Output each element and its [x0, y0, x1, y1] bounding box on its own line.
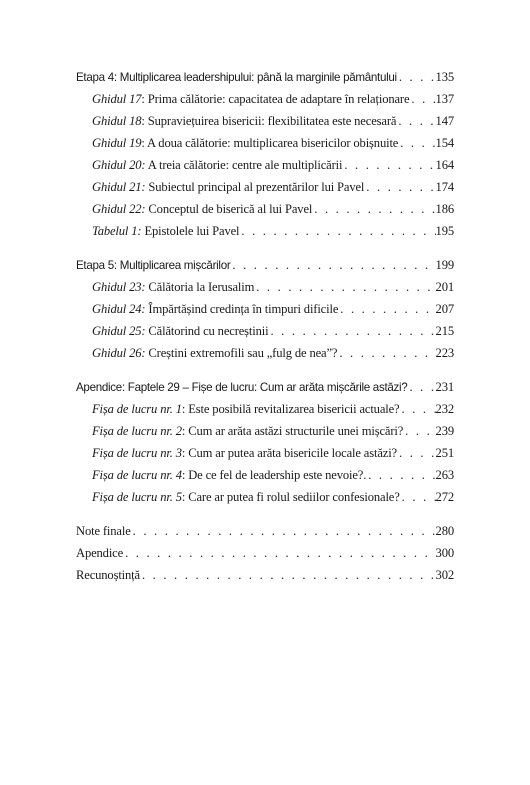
- page-number: 280: [435, 524, 454, 538]
- dot-leader: [312, 198, 435, 220]
- dot-leader: [268, 320, 435, 342]
- entry-separator: :: [141, 136, 148, 150]
- entry-title: De ce fel de leadership este nevoie?.: [188, 468, 367, 482]
- toc-entry: [76, 176, 454, 198]
- entry-separator: :: [181, 402, 189, 416]
- toc-entry: [76, 298, 454, 320]
- page-number: 135: [435, 70, 454, 84]
- toc-section-etapa-4: [76, 66, 454, 242]
- entry-title: Cum ar putea arăta bisericile locale astăzi?: [188, 446, 397, 460]
- toc-entry: [76, 276, 454, 298]
- entry-title: Împărtășind credința în timpuri dificile: [148, 302, 339, 316]
- entry-separator: :: [181, 468, 189, 482]
- entry-title: Note finale: [76, 524, 131, 538]
- section-heading-title: Apendice: Faptele 29 – Fișe de lucru: Cum ar arăta mișcările astăzi?: [76, 381, 408, 394]
- page-number: 201: [435, 280, 454, 294]
- toc-entry: [76, 464, 454, 486]
- dot-leader: [403, 420, 435, 442]
- dot-leader: [140, 564, 436, 586]
- entry-title: Supraviețuirea bisericii: flexibilitatea este necesară: [147, 114, 397, 128]
- page-number: 251: [435, 446, 454, 460]
- dot-leader: [239, 220, 435, 242]
- entry-separator: :: [141, 114, 148, 128]
- page-number: 231: [435, 380, 454, 394]
- dot-leader: [131, 520, 436, 542]
- entry-title: Recunoștință: [76, 568, 140, 582]
- toc-entry: [76, 88, 454, 110]
- entry-title: Subiectul principal al prezentărilor lui Pavel: [148, 180, 365, 194]
- toc-section-apendice: [76, 376, 454, 508]
- dot-leader: [407, 376, 435, 398]
- page-number: 207: [435, 302, 454, 316]
- dot-leader: [400, 486, 436, 508]
- dot-leader: [364, 176, 435, 198]
- dot-leader: [342, 154, 435, 176]
- toc-entry: [76, 564, 454, 586]
- dot-leader: [396, 110, 435, 132]
- toc-section-etapa-5: [76, 254, 454, 364]
- entry-title: A treia călătorie: centre ale multiplicării: [147, 158, 343, 172]
- entry-label: Fișa de lucru nr. 2: [92, 424, 182, 438]
- entry-label: Fișa de lucru nr. 4: [92, 468, 182, 482]
- page-number: 199: [435, 258, 454, 272]
- table-of-contents: [76, 66, 454, 586]
- section-heading-title: Etapa 4: Multiplicarea leadershipului: până la marginile pământului: [76, 71, 397, 84]
- toc-entry: [76, 198, 454, 220]
- dot-leader: [400, 398, 436, 420]
- entry-label: Ghidul 20:: [92, 158, 146, 172]
- toc-entry: [76, 132, 454, 154]
- toc-entry: [76, 110, 454, 132]
- dot-leader: [366, 464, 435, 486]
- entry-separator: :: [181, 490, 189, 504]
- entry-separator: :: [181, 424, 189, 438]
- entry-title: Care ar putea fi rolul sediilor confesionale?: [188, 490, 400, 504]
- entry-label: Ghidul 22:: [92, 202, 146, 216]
- entry-label: Tabelul 1:: [92, 224, 142, 238]
- page-number: 154: [435, 136, 454, 150]
- toc-endmatter: [76, 520, 454, 586]
- page-number: 239: [435, 424, 454, 438]
- entry-label: Ghidul 21:: [92, 180, 146, 194]
- page-number: 195: [435, 224, 454, 238]
- dot-leader: [337, 342, 435, 364]
- entry-label: Ghidul 23:: [92, 280, 146, 294]
- toc-entry: [76, 320, 454, 342]
- dot-leader: [338, 298, 435, 320]
- page-number: 263: [435, 468, 454, 482]
- entry-label: Fișa de lucru nr. 5: [92, 490, 182, 504]
- toc-entry: [76, 486, 454, 508]
- entry-title: Creștini extremofili sau „fulg de nea”?: [148, 346, 338, 360]
- dot-leader: [230, 254, 435, 276]
- page-number: 232: [435, 402, 454, 416]
- entry-label: Fișa de lucru nr. 1: [92, 402, 182, 416]
- section-heading: [76, 66, 454, 88]
- entry-title: Călătoria la Ierusalim: [148, 280, 255, 294]
- entry-title: A doua călătorie: multiplicarea bisericilor obișnuite: [147, 136, 399, 150]
- dot-leader: [409, 88, 435, 110]
- toc-entry: [76, 398, 454, 420]
- entry-title: Apendice: [76, 546, 124, 560]
- toc-entry: [76, 542, 454, 564]
- page-number: 174: [435, 180, 454, 194]
- page-number: 215: [435, 324, 454, 338]
- entry-title: Cum ar arăta astăzi structurile unei mișcări?: [188, 424, 404, 438]
- toc-entry: [76, 420, 454, 442]
- entry-title: Conceptul de biserică al lui Pavel: [148, 202, 313, 216]
- entry-label: Ghidul 18: [92, 114, 142, 128]
- toc-entry: [76, 220, 454, 242]
- page-number: 272: [435, 490, 454, 504]
- section-heading: [76, 376, 454, 398]
- toc-entry: [76, 520, 454, 542]
- entry-title: Călătorind cu necreștinii: [148, 324, 269, 338]
- dot-leader: [397, 442, 436, 464]
- entry-label: Ghidul 26:: [92, 346, 146, 360]
- toc-entry: [76, 342, 454, 364]
- entry-label: Ghidul 19: [92, 136, 142, 150]
- dot-leader: [123, 542, 435, 564]
- page-number: 137: [435, 92, 454, 106]
- toc-entry: [76, 442, 454, 464]
- page-number: 300: [435, 546, 454, 560]
- dot-leader: [397, 66, 436, 88]
- dot-leader: [398, 132, 435, 154]
- entry-label: Ghidul 17: [92, 92, 142, 106]
- page-number: 147: [435, 114, 454, 128]
- entry-label: Fișa de lucru nr. 3: [92, 446, 182, 460]
- entry-title: Este posibilă revitalizarea bisericii actuale?: [188, 402, 400, 416]
- entry-separator: :: [181, 446, 189, 460]
- dot-leader: [254, 276, 435, 298]
- entry-separator: :: [141, 92, 148, 106]
- toc-entry: [76, 154, 454, 176]
- entry-title: Epistolele lui Pavel: [144, 224, 240, 238]
- page-number: 164: [435, 158, 454, 172]
- section-heading: [76, 254, 454, 276]
- page-number: 302: [435, 568, 454, 582]
- section-heading-title: Etapa 5: Multiplicarea mișcărilor: [76, 259, 231, 272]
- entry-label: Ghidul 25:: [92, 324, 146, 338]
- entry-title: Prima călătorie: capacitatea de adaptare în relaționare: [147, 92, 410, 106]
- page-number: 186: [435, 202, 454, 216]
- entry-label: Ghidul 24:: [92, 302, 146, 316]
- page-number: 223: [435, 346, 454, 360]
